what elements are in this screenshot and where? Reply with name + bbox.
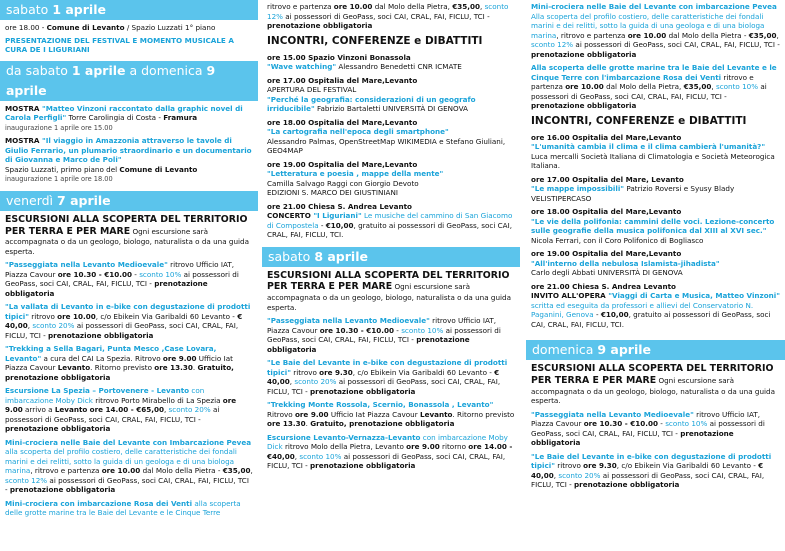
saturday-continued	[526, 0, 785, 336]
talk-apertura: ore 17.00 Ospitalia del Mare,Levanto APERTURA DEL FESTIVAL "Perché la geografia: considerazioni di un geografo irriducibile" Fabrizio Bartaletti UNIVERSITÀ DI GENOVA	[267, 75, 476, 114]
talk-mappe-impossibili: ore 17.00 Ospitalia del Mare, Levanto "Le mappe impossibili" Patrizio Roversi e Syusy Blady VELISTIPERCASO	[531, 174, 735, 203]
opera-vinzoni: ore 21.00 Chiesa S. Andrea Levanto INVITO ALL'OPERA "Viaggi di Carta e Musica, Matteo Vinzoni" scritta ed eseguita da professori e allievi del Conservatorio N. Paganini, Genova - €10,00, gratuito ai possessori di GeoPass, soci CAI, CRAL, FAI, FICLU, TCI.	[531, 281, 780, 329]
opening-title: PRESENTAZIONE DEL FESTIVAL E MOMENTO MUSICALE A CURA DE I LIGURIANI	[5, 35, 234, 54]
section-heading-talks: INCONTRI, CONFERENZE e DIBATTITI	[531, 114, 747, 127]
event-grotte-marine: Alla scoperta delle grotte marine tra le Baie del Levante e le Cinque Terre con l'imbarcazione Rosa dei Venti ritrovo e partenza ore 10.00 dal Molo della Pietra, €35,00, sconto 10% ai possessori di GeoPass, soci CAI, CRAL, FAI, FICLU, TCI - prenotazione obbligatoria	[531, 63, 777, 110]
day-header-sun-9: domenica 9 aprile	[526, 340, 785, 360]
event-ebike: "La vallata di Levanto in e-bike con degustazione di prodotti tipici" ritrovo ore 10.00, c/o Ebikein Via Garibaldi 60 Levanto - € 40,00, sconto 20% ai possessori di GeoPass, soci CAI, CRAL, FAI, FICLU, TCI - prenotazione obbligatoria	[5, 302, 251, 340]
day-header-range: da sabato 1 aprile a domenica 9 aprile	[0, 61, 258, 101]
exhibition-vinzoni: MOSTRA "Matteo Vinzoni raccontato dalla graphic novel di Carola Perfigli" Torre Carolingia di Costa - Framura inaugurazione 1 aprile ore 15.00	[5, 103, 243, 132]
talk-cartografia: ore 18.00 Ospitalia del Mare,Levanto "La cartografia nell'epoca degli smartphone" Alessandro Palmas, OpenStreetMap WIKIMEDIA e Stefano Giuliani, GEO4MAP	[267, 117, 506, 156]
continued-event: ritrovo e partenza ore 10.00 dal Molo della Pietra, €35,00, sconto 12% ai possessori di GeoPass, soci CAI, CRAL, FAI, FICLU, TCI - prenotazione obbligatoria INCONTRI, CONFERENZE e DIBATTITI ore 15.00 Spazio Vinzoni Bonassola "Wave watching" Alessandro Benedetti CNR ICMATE ore 17.00 Ospitalia del Mare,Levanto APERTURA DEL FESTIVAL "Perché la geografia: considerazioni di un geografo irriducibile" Fabrizio Bartaletti UNIVERSITÀ DI GENOVA ore 18.00 Ospitalia del Mare,Levanto "La cartografia nell'epoca degli smartphone" Alessandro Palmas, OpenStreetMap WIKIMEDIA e Stefano Giuliani, GEO4MAP ore 19.00 Ospitalia del Mare,Levanto "Letteratura e poesia , mappe della mente" Camilla Salvago Raggi con Giorgio Devoto EDIZIONI S. MARCO DEI GIUSTINIANI ore 21.00 Chiesa S. Andrea Levanto CONCERTO "I Liguriani" Le musiche del cammino di San Giacomo di Compostela - €10,00, gratuito ai possessori di GeoPass, soci CAI, CRAL, FAI, FICLU, TCI.	[262, 0, 520, 247]
exhibition-amazzonia: MOSTRA "Il viaggio in Amazzonia attraverso le tavole di Giulio Ferrario, un plumario straordinario e un documentario di Giovanna e Marco de Poli" Spazio Luzzati, primo piano del Comune di Levanto inaugurazione 1 aprile ore 18.00	[5, 136, 252, 184]
excursions-intro: ESCURSIONI ALLA SCOPERTA DEL TERRITORIO PER TERRA E PER MARE Ogni escursione sarà accompagnata o da un geologo, biologo, naturalista o da una guida esperta.	[267, 269, 511, 312]
event-minicrociera-pevea: Mini-crociera nelle Baie del Levante con imbarcazione Pevea Alla scoperta del profilo costiero, delle caratteristiche dei fondali marini e dei relitti, sotto la guida di una geologa e di una biologa marina, ritrovo e partenza ore 10.00 dal Molo della Pietra - €35,00, sconto 12% ai possessori di GeoPass, soci CAI, CRAL, FAI, FICLU, TCI - prenotazione obbligatoria	[531, 2, 780, 59]
excursions-intro: ESCURSIONI ALLA SCOPERTA DEL TERRITORIO PER TERRA E PER MARE Ogni escursione sarà accompagnata o da un geologo, biologo, naturalista o da una guida esperta.	[531, 363, 775, 406]
friday-events	[0, 211, 258, 525]
talk-letteratura: ore 19.00 Ospitalia del Mare,Levanto "Letteratura e poesia , mappe della mente" Camilla Salvago Raggi con Giorgio Devoto EDIZIONI S. MARCO DEI GIUSTINIANI	[267, 159, 444, 198]
column-1	[0, 0, 258, 551]
event-ebike: "Le Baie del Levante in e-bike con degustazione di prodotti tipici" ritrovo ore 9.30, c/o Ebikein Via Garibaldi 60 Levanto - € 40,00, sconto 20% ai possessori di GeoPass, soci CAI, CRAL, FAI, FICLU, TCI - prenotazione obbligatoria	[531, 451, 772, 490]
saturday-events	[262, 267, 520, 478]
sunday-events	[526, 360, 785, 497]
event-minicrociera-rosa: Mini-crociera con imbarcazione Rosa dei Venti alla scoperta delle grotte marine tra le Baie del Levante e le Cinque Terre	[5, 498, 241, 518]
event-passeggiata: "Passeggiata nella Levanto Medioevale" ritrovo Ufficio IAT, Piazza Cavour ore 10.30 - €10.00 - sconto 10% ai possessori di GeoPass, soci CAI, CRAL, FAI, FICLU, TCI - prenotazione obbligatoria	[531, 409, 765, 448]
event-vernazza: Escursione Levanto-Vernazza-Levanto con imbarcazione Moby Dick ritrovo Molo della Pietra, Levanto ore 9.00 ritorno ore 14.00 - €40,00, sconto 10% ai possessori di GeoPass, soci CAI, CRAL, FAI, FICLU, TCI - prenotazione obbligatoria	[267, 432, 513, 471]
talk-islamismo: ore 19.00 Ospitalia del Mare,Levanto "All'interno della nebulosa Islamista-jihadista" Carlo degli Abbati UNIVERSITÀ DI GENOVA	[531, 249, 720, 278]
column-3	[526, 0, 785, 551]
event-portovenere: Escursione La Spezia – Portovenere - Levanto con imbarcazione Moby Dick ritrovo Porto Mirabello di La Spezia ore 9.00 arrivo a Levanto ore 14.00 - €65,00, sconto 20% ai possessori di GeoPass, soci CAI, CRAL, FAI, FICLU, TCI - prenotazione obbligatoria	[5, 386, 237, 434]
day-header-sat-1: sabato 1 aprile	[0, 0, 258, 20]
event-passeggiata: "Passeggiata nella Levanto Medioevale" ritrovo Ufficio IAT, Piazza Cavour ore 10.30 - €10.00 - sconto 10% ai possessori di GeoPass, soci CAI, CRAL, FAI, FICLU, TCI - prenotazione obbligatoria	[267, 316, 501, 354]
concert-liguriani: ore 21.00 Chiesa S. Andrea Levanto CONCERTO "I Liguriani" Le musiche del cammino di San Giacomo di Compostela - €10,00, gratuito ai possessori di GeoPass, soci CAI, CRAL, FAI, FICLU, TCI.	[267, 201, 513, 240]
day-header-fri-7: venerdì 7 aprile	[0, 191, 258, 211]
day-header-sat-8: sabato 8 aprile	[262, 247, 520, 267]
exhibitions	[0, 101, 258, 191]
talk-polifonia: ore 18.00 Ospitalia del Mare,Levanto "Le vie della polifonia: cammini delle voci. Lezione-concerto sulle geografie della musica polifonica dal XIII al XVI sec." Nicola Ferrari, con il Coro Polifonico di Bogliasco	[531, 207, 775, 245]
excursions-intro: ESCURSIONI ALLA SCOPERTA DEL TERRITORIO PER TERRA E PER MARE Ogni escursione sarà accompagnata o da un geologo, biologo, naturalista o da una guida esperta.	[5, 213, 249, 256]
event-opening: ore 18.00 - Comune di Levanto / Spazio Luzzati 1° piano PRESENTAZIONE DEL FESTIVAL E MOMENTO MUSICALE A CURA DE I LIGURIANI	[0, 20, 258, 61]
event-trekking: "Trekking Monte Rossola, Scernio, Bonassola , Levanto" Ritrovo ore 9.00 Ufficio Iat Piazza Cavour Levanto. Ritorno previsto ore 13.30. Gratuito, prenotazione obbligatoria	[267, 400, 515, 429]
event-passeggiata: "Passeggiata nella Levanto Medioevale" ritrovo Ufficio IAT, Piazza Cavour ore 10.30 - €10.00 - sconto 10% ai possessori di GeoPass, soci CAI, CRAL, FAI, FICLU, TCI - prenotazione obbligatoria	[5, 260, 239, 298]
section-heading-talks: INCONTRI, CONFERENZE e DIBATTITI	[267, 34, 483, 47]
event-minicrociera-pevea: Mini-crociera nelle Baie del Levante con Imbarcazione Pevea alla scoperta del profilo costiero, delle caratteristiche dei fondali marini e dei relitti, sotto la guida di un geologa e di una biologa marina, ritrovo e partenza ore 10.00 dal Molo della Pietra - €35,00, sconto 12% ai possessori di GeoPass, soci CAI, CRAL, FAI, FICLU, TCI - prenotazione obbligatoria	[5, 437, 253, 495]
talk-wave: ore 15.00 Spazio Vinzoni Bonassola "Wave watching" Alessandro Benedetti CNR ICMATE	[267, 52, 462, 72]
column-2	[262, 0, 520, 551]
event-trekking: "Trekking a Sella Bagari, Punta Mesco ,Case Lovara, Levanto" a cura del CAI La Spezia. Ritrovo ore 9.00 Ufficio Iat Piazza Cavour Levanto. Ritorno previsto ore 13.30. Gratuito, prenotazione obbligatoria	[5, 344, 234, 382]
talk-mercalli: ore 16.00 Ospitalia del Mare,Levanto "L'umanità cambia il clima e il clima cambierà l'umanità?" Luca mercalli Società Italiana di Climatologia e Società Meteorogica Italiana.	[531, 132, 775, 171]
event-ebike: "Le Baie del Levante in e-bike con degustazione di prodotti tipici" ritrovo ore 9.30, c/o Ebikein Via Garibaldi 60 Levanto - € 40,00, sconto 20% ai possessori di GeoPass, soci CAI, CRAL, FAI, FICLU, TCI - prenotazione obbligatoria	[267, 358, 508, 396]
